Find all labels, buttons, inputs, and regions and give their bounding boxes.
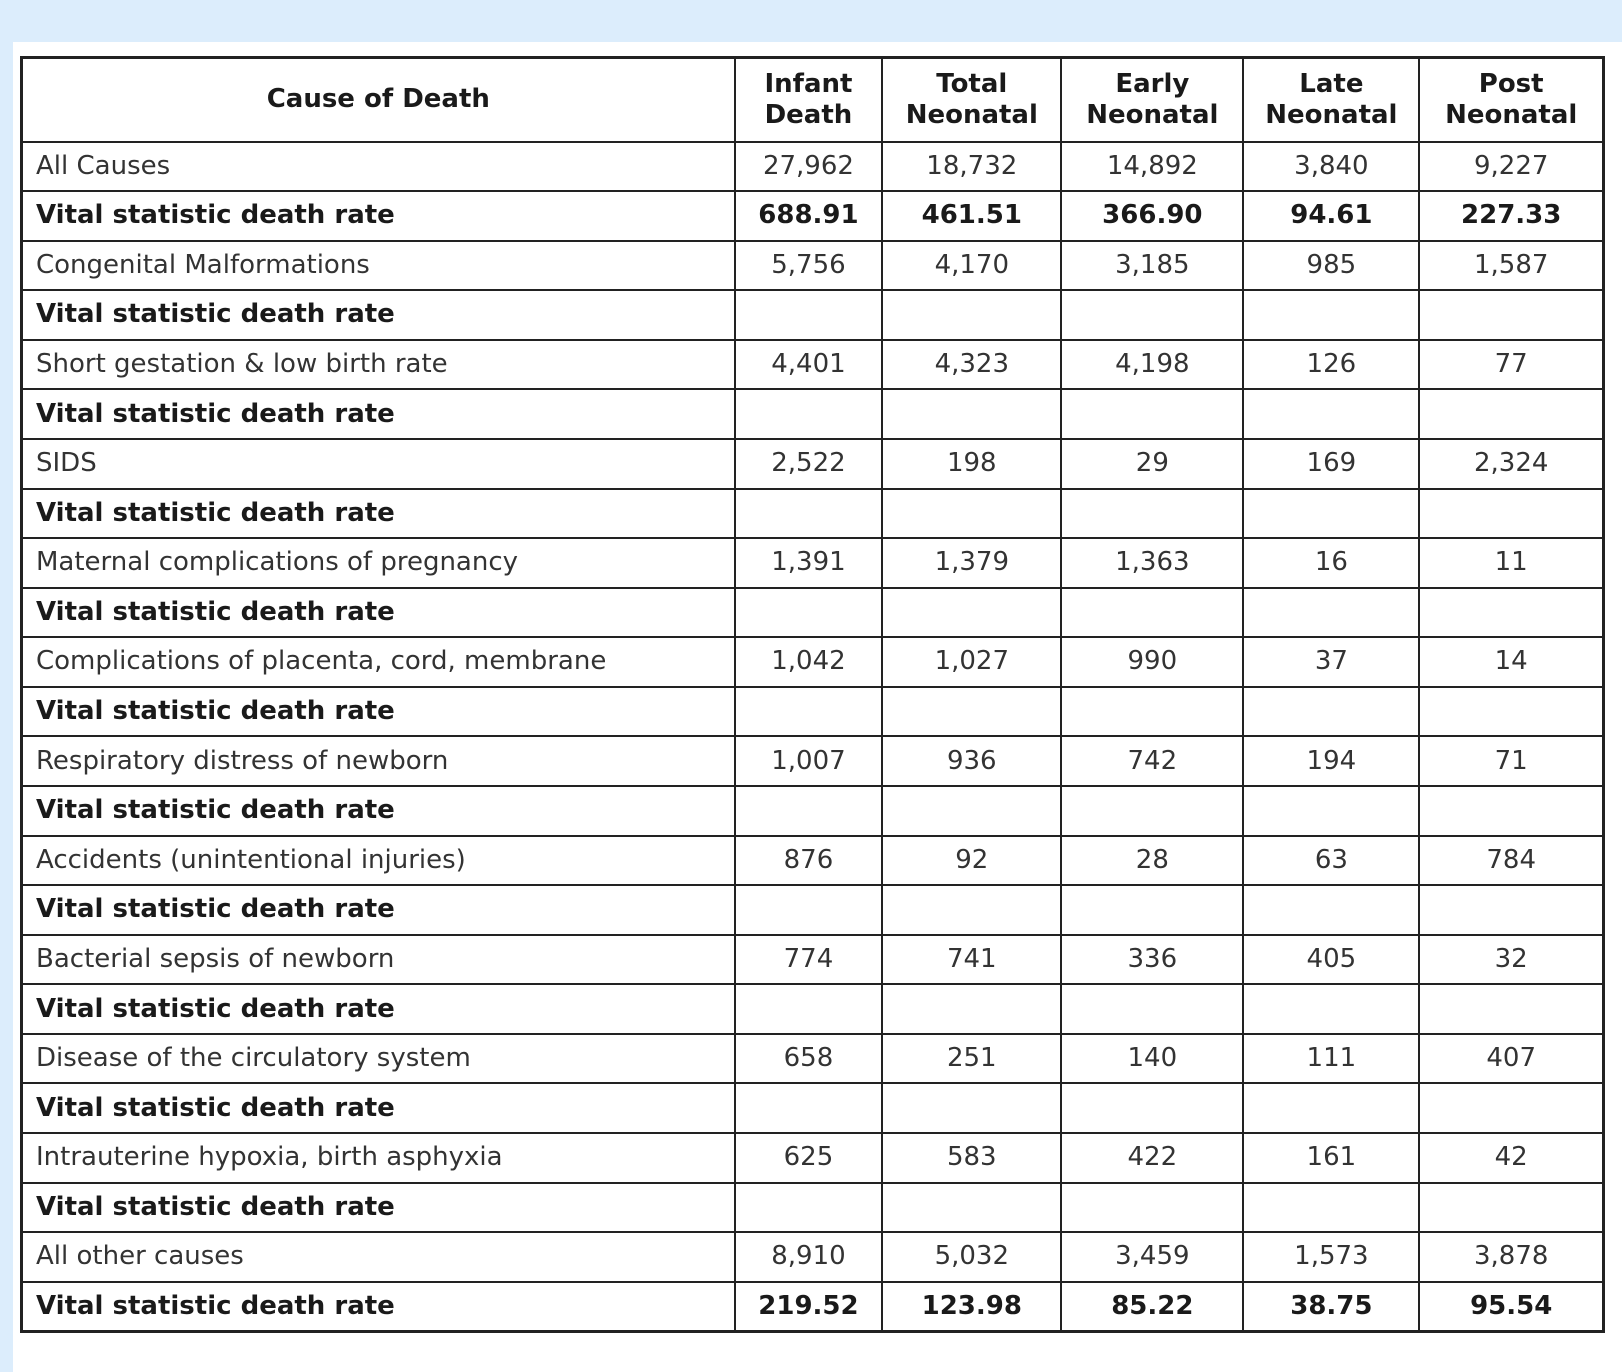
post-neonatal-cell: 227.33 xyxy=(1419,191,1603,241)
death-rate-row xyxy=(22,984,1604,1034)
early-neonatal-cell: 140 xyxy=(1061,1034,1243,1084)
cause-cell: Bacterial sepsis of newborn xyxy=(22,935,735,985)
cause-row xyxy=(22,935,1604,985)
cause-cell: Vital statistic death rate xyxy=(22,984,735,1034)
infant-death-cell xyxy=(735,588,883,638)
total-neonatal-cell: 583 xyxy=(882,1133,1061,1183)
cause-row xyxy=(22,142,1604,192)
cause-cell: Disease of the circulatory system xyxy=(22,1034,735,1084)
late-neonatal-cell: 194 xyxy=(1243,736,1419,786)
cause-cell: Vital statistic death rate xyxy=(22,489,735,539)
cause-cell: Accidents (unintentional injuries) xyxy=(22,836,735,886)
post-neonatal-cell: 784 xyxy=(1419,836,1603,886)
post-neonatal-cell: 32 xyxy=(1419,935,1603,985)
early-neonatal-cell: 1,363 xyxy=(1061,538,1243,588)
cause-cell: Vital statistic death rate xyxy=(22,687,735,737)
cause-cell: Intrauterine hypoxia, birth asphyxia xyxy=(22,1133,735,1183)
total-neonatal-cell: 123.98 xyxy=(882,1282,1061,1332)
infant-death-cell: 27,962 xyxy=(735,142,883,192)
total-neonatal-cell xyxy=(882,588,1061,638)
death-rate-row xyxy=(22,786,1604,836)
late-neonatal-cell xyxy=(1243,290,1419,340)
cause-row xyxy=(22,241,1604,291)
total-neonatal-cell: 1,027 xyxy=(882,637,1061,687)
infant-death-cell xyxy=(735,489,883,539)
early-neonatal-cell xyxy=(1061,1083,1243,1133)
post-neonatal-cell: 11 xyxy=(1419,538,1603,588)
cause-cell: All other causes xyxy=(22,1232,735,1282)
table-header xyxy=(22,58,1604,142)
death-rate-row xyxy=(22,885,1604,935)
total-neonatal-cell xyxy=(882,786,1061,836)
early-neonatal-cell xyxy=(1061,786,1243,836)
infant-death-table xyxy=(20,56,1605,1333)
late-neonatal-cell xyxy=(1243,984,1419,1034)
infant-death-cell: 1,391 xyxy=(735,538,883,588)
table-body xyxy=(22,142,1604,1332)
post-neonatal-cell xyxy=(1419,687,1603,737)
late-neonatal-cell xyxy=(1243,885,1419,935)
header-infant-death-line: Death xyxy=(764,99,853,130)
late-neonatal-cell: 1,573 xyxy=(1243,1232,1419,1282)
header-post-neonatal-line: Neonatal xyxy=(1445,99,1578,130)
early-neonatal-cell: 85.22 xyxy=(1061,1282,1243,1332)
death-rate-row xyxy=(22,1083,1604,1133)
cause-row xyxy=(22,736,1604,786)
early-neonatal-cell: 742 xyxy=(1061,736,1243,786)
header-late-neonatal xyxy=(1243,58,1419,142)
infant-death-cell xyxy=(735,1083,883,1133)
header-early-neonatal-line: Neonatal xyxy=(1086,99,1219,130)
total-neonatal-cell: 461.51 xyxy=(882,191,1061,241)
cause-cell: Complications of placenta, cord, membrane xyxy=(22,637,735,687)
early-neonatal-cell: 336 xyxy=(1061,935,1243,985)
infant-death-cell xyxy=(735,984,883,1034)
late-neonatal-cell: 63 xyxy=(1243,836,1419,886)
post-neonatal-cell: 71 xyxy=(1419,736,1603,786)
cause-cell: Short gestation & low birth rate xyxy=(22,340,735,390)
total-neonatal-cell xyxy=(882,389,1061,439)
table-panel xyxy=(13,42,1622,1372)
header-infant-death-line: Infant xyxy=(764,68,853,99)
late-neonatal-cell: 111 xyxy=(1243,1034,1419,1084)
total-neonatal-cell: 5,032 xyxy=(882,1232,1061,1282)
late-neonatal-cell xyxy=(1243,786,1419,836)
header-early-neonatal xyxy=(1061,58,1243,142)
late-neonatal-cell: 169 xyxy=(1243,439,1419,489)
post-neonatal-cell: 77 xyxy=(1419,340,1603,390)
header-late-neonatal-line: Late xyxy=(1299,68,1364,99)
cause-cell: All Causes xyxy=(22,142,735,192)
late-neonatal-cell: 161 xyxy=(1243,1133,1419,1183)
post-neonatal-cell: 2,324 xyxy=(1419,439,1603,489)
cause-cell: Vital statistic death rate xyxy=(22,588,735,638)
infant-death-cell: 658 xyxy=(735,1034,883,1084)
early-neonatal-cell xyxy=(1061,389,1243,439)
total-neonatal-cell: 251 xyxy=(882,1034,1061,1084)
death-rate-row xyxy=(22,1282,1604,1332)
cause-row xyxy=(22,1034,1604,1084)
death-rate-row xyxy=(22,389,1604,439)
post-neonatal-cell xyxy=(1419,1083,1603,1133)
death-rate-row xyxy=(22,588,1604,638)
cause-row xyxy=(22,637,1604,687)
header-cause-of-death xyxy=(22,58,735,142)
cause-row xyxy=(22,439,1604,489)
header-post-neonatal xyxy=(1419,58,1603,142)
cause-cell: Vital statistic death rate xyxy=(22,1282,735,1332)
early-neonatal-cell: 422 xyxy=(1061,1133,1243,1183)
total-neonatal-cell xyxy=(882,290,1061,340)
header-total-neonatal-line: Neonatal xyxy=(905,99,1038,130)
infant-death-cell: 625 xyxy=(735,1133,883,1183)
late-neonatal-cell: 38.75 xyxy=(1243,1282,1419,1332)
post-neonatal-cell: 3,878 xyxy=(1419,1232,1603,1282)
total-neonatal-cell: 92 xyxy=(882,836,1061,886)
cause-cell: Vital statistic death rate xyxy=(22,885,735,935)
cause-row xyxy=(22,836,1604,886)
early-neonatal-cell: 4,198 xyxy=(1061,340,1243,390)
total-neonatal-cell xyxy=(882,984,1061,1034)
early-neonatal-cell xyxy=(1061,687,1243,737)
death-rate-row xyxy=(22,1183,1604,1233)
infant-death-cell: 5,756 xyxy=(735,241,883,291)
early-neonatal-cell xyxy=(1061,885,1243,935)
cause-row xyxy=(22,1232,1604,1282)
cause-cell: SIDS xyxy=(22,439,735,489)
late-neonatal-cell: 37 xyxy=(1243,637,1419,687)
late-neonatal-cell: 16 xyxy=(1243,538,1419,588)
early-neonatal-cell: 14,892 xyxy=(1061,142,1243,192)
late-neonatal-cell xyxy=(1243,1083,1419,1133)
infant-death-cell xyxy=(735,687,883,737)
death-rate-row xyxy=(22,290,1604,340)
cause-cell: Vital statistic death rate xyxy=(22,389,735,439)
death-rate-row xyxy=(22,489,1604,539)
late-neonatal-cell xyxy=(1243,687,1419,737)
post-neonatal-cell xyxy=(1419,588,1603,638)
total-neonatal-cell xyxy=(882,687,1061,737)
cause-cell: Vital statistic death rate xyxy=(22,191,735,241)
total-neonatal-cell: 1,379 xyxy=(882,538,1061,588)
infant-death-cell: 774 xyxy=(735,935,883,985)
infant-death-cell xyxy=(735,786,883,836)
total-neonatal-cell xyxy=(882,1083,1061,1133)
late-neonatal-cell xyxy=(1243,588,1419,638)
late-neonatal-cell xyxy=(1243,389,1419,439)
infant-death-cell: 876 xyxy=(735,836,883,886)
early-neonatal-cell xyxy=(1061,1183,1243,1233)
header-total-neonatal-line: Total xyxy=(936,68,1008,99)
cause-row xyxy=(22,340,1604,390)
infant-death-cell xyxy=(735,389,883,439)
late-neonatal-cell: 94.61 xyxy=(1243,191,1419,241)
post-neonatal-cell xyxy=(1419,290,1603,340)
early-neonatal-cell: 28 xyxy=(1061,836,1243,886)
total-neonatal-cell xyxy=(882,489,1061,539)
infant-death-cell: 219.52 xyxy=(735,1282,883,1332)
cause-cell: Vital statistic death rate xyxy=(22,786,735,836)
early-neonatal-cell: 3,185 xyxy=(1061,241,1243,291)
infant-death-cell xyxy=(735,1183,883,1233)
early-neonatal-cell xyxy=(1061,290,1243,340)
cause-row xyxy=(22,1133,1604,1183)
post-neonatal-cell xyxy=(1419,984,1603,1034)
post-neonatal-cell: 1,587 xyxy=(1419,241,1603,291)
header-early-neonatal-line: Early xyxy=(1115,68,1190,99)
header-cause-of-death-line: Cause of Death xyxy=(266,84,490,115)
cause-cell: Vital statistic death rate xyxy=(22,290,735,340)
post-neonatal-cell xyxy=(1419,389,1603,439)
post-neonatal-cell xyxy=(1419,489,1603,539)
infant-death-cell xyxy=(735,885,883,935)
late-neonatal-cell: 3,840 xyxy=(1243,142,1419,192)
post-neonatal-cell: 14 xyxy=(1419,637,1603,687)
infant-death-cell: 688.91 xyxy=(735,191,883,241)
early-neonatal-cell: 366.90 xyxy=(1061,191,1243,241)
post-neonatal-cell: 95.54 xyxy=(1419,1282,1603,1332)
header-infant-death xyxy=(735,58,883,142)
post-neonatal-cell: 407 xyxy=(1419,1034,1603,1084)
infant-death-cell: 4,401 xyxy=(735,340,883,390)
late-neonatal-cell: 985 xyxy=(1243,241,1419,291)
post-neonatal-cell xyxy=(1419,1183,1603,1233)
death-rate-row xyxy=(22,687,1604,737)
late-neonatal-cell xyxy=(1243,1183,1419,1233)
post-neonatal-cell: 9,227 xyxy=(1419,142,1603,192)
cause-cell: Vital statistic death rate xyxy=(22,1183,735,1233)
header-post-neonatal-line: Post xyxy=(1478,68,1544,99)
infant-death-cell: 1,007 xyxy=(735,736,883,786)
total-neonatal-cell: 18,732 xyxy=(882,142,1061,192)
early-neonatal-cell: 3,459 xyxy=(1061,1232,1243,1282)
infant-death-cell: 2,522 xyxy=(735,439,883,489)
cause-row xyxy=(22,538,1604,588)
post-neonatal-cell: 42 xyxy=(1419,1133,1603,1183)
early-neonatal-cell xyxy=(1061,489,1243,539)
late-neonatal-cell: 405 xyxy=(1243,935,1419,985)
infant-death-cell xyxy=(735,290,883,340)
late-neonatal-cell: 126 xyxy=(1243,340,1419,390)
cause-cell: Maternal complications of pregnancy xyxy=(22,538,735,588)
header-late-neonatal-line: Neonatal xyxy=(1265,99,1398,130)
total-neonatal-cell: 198 xyxy=(882,439,1061,489)
cause-cell: Vital statistic death rate xyxy=(22,1083,735,1133)
total-neonatal-cell: 741 xyxy=(882,935,1061,985)
total-neonatal-cell: 4,170 xyxy=(882,241,1061,291)
death-rate-row xyxy=(22,191,1604,241)
post-neonatal-cell xyxy=(1419,885,1603,935)
infant-death-cell: 1,042 xyxy=(735,637,883,687)
early-neonatal-cell: 29 xyxy=(1061,439,1243,489)
total-neonatal-cell: 4,323 xyxy=(882,340,1061,390)
early-neonatal-cell xyxy=(1061,984,1243,1034)
header-row xyxy=(22,58,1604,142)
cause-cell: Congenital Malformations xyxy=(22,241,735,291)
early-neonatal-cell: 990 xyxy=(1061,637,1243,687)
header-total-neonatal xyxy=(882,58,1061,142)
total-neonatal-cell xyxy=(882,885,1061,935)
early-neonatal-cell xyxy=(1061,588,1243,638)
total-neonatal-cell xyxy=(882,1183,1061,1233)
late-neonatal-cell xyxy=(1243,489,1419,539)
post-neonatal-cell xyxy=(1419,786,1603,836)
total-neonatal-cell: 936 xyxy=(882,736,1061,786)
infant-death-cell: 8,910 xyxy=(735,1232,883,1282)
cause-cell: Respiratory distress of newborn xyxy=(22,736,735,786)
